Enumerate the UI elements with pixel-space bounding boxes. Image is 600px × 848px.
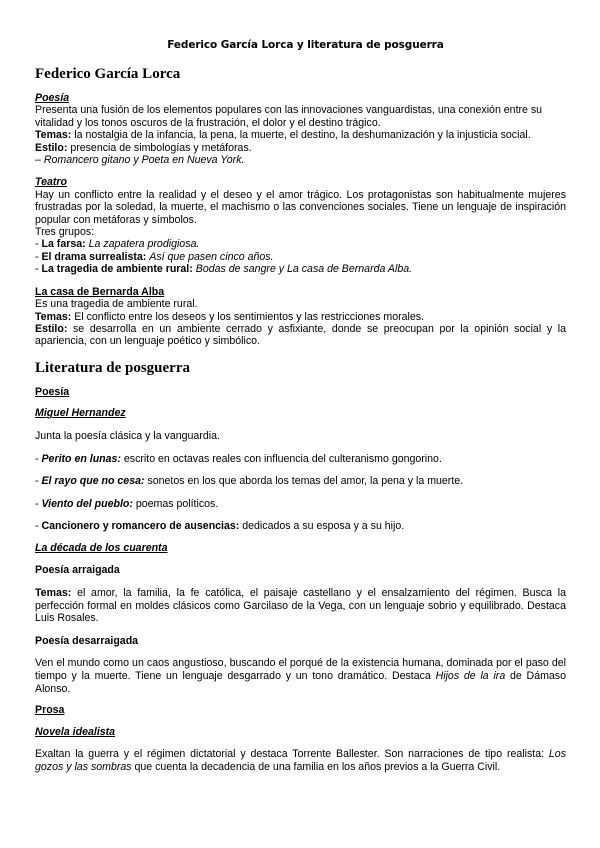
- document-page: [35, 38, 566, 774]
- heading-poesia-arraigada: Poesía arraigada: [35, 564, 120, 577]
- miguel-item: - Viento del pueblo: poemas políticos.: [35, 497, 219, 510]
- subheading-decada-cuarenta: La década de los cuarenta: [35, 541, 168, 554]
- miguel-item-text: dedicados a su esposa y a su hijo.: [239, 520, 405, 533]
- obra-title: Los gozos y las sombras: [35, 748, 566, 773]
- teatro-item: - La tragedia de ambiente rural: Bodas de sangre y La casa de Bernarda Alba.: [35, 263, 413, 276]
- section-heading-lorca: Federico García Lorca: [35, 66, 181, 82]
- section-heading-posguerra: Literatura de posguerra: [35, 359, 190, 376]
- temas-label: Temas:: [35, 310, 72, 323]
- temas-label: Temas:: [35, 129, 72, 142]
- miguel-item-label: Perito en lunas:: [41, 452, 121, 465]
- subheading-poesia-posguerra: Poesía: [35, 385, 70, 398]
- subheading-novela-idealista: Novela idealista: [35, 725, 116, 738]
- subheading-bernarda: La casa de Bernarda Alba: [35, 285, 165, 298]
- teatro-item-text: Así que pasen cinco años.: [149, 250, 274, 263]
- arraigada-text: Temas: el amor, la familia, la fe católica, el paisaje castellano y el ensalzamiento del régimen. Busca la perfección formal en moldes clásicos como Garcilaso de la Vega, con un lenguaje sobrio y equilibrado. Destaca Luis Rosales.: [35, 587, 566, 625]
- heading-poesia-desarraigada: Poesía desarraigada: [35, 634, 139, 647]
- estilo-label: Estilo:: [35, 141, 68, 154]
- estilo-text: se desarrolla en un ambiente cerrado y asfixiante, donde se preocupan por la opinión social y la apariencia, con un lenguaje poético y simbólico.: [35, 322, 566, 348]
- bernarda-temas: [35, 311, 566, 323]
- estilo-label: Estilo:: [35, 322, 68, 335]
- teatro-intro: Hay un conflicto entre la realidad y el deseo y el amor trágico. Los protagonistas son habitualmente mujeres frustradas por la soledad, la muerte, el machismo o las convenciones sociales. Tiene un lenguaje de inspiración popular con metáforas y símbolos.: [35, 188, 566, 226]
- novela-text: Exaltan la guerra y el régimen dictatorial y destaca Torrente Ballester. Son narraciones de tipo realista: Los gozos y las sombras que cuenta la decadencia de una familia en los años previos a la Guerra Civil.: [35, 748, 566, 773]
- miguel-item-label: Viento del pueblo:: [41, 497, 133, 510]
- poesia-intro: Presenta una fusión de los elementos populares con las innovaciones vanguardistas, una conexión entre su vitalidad y los tonos oscuros de la frustración, el dolor y el destino trágico.: [35, 104, 543, 129]
- estilo-text: presencia de simbologías y metáforas.: [67, 141, 252, 154]
- desarraigada-text: Ven el mundo como un caos angustioso, buscando el porqué de la existencia humana, dominada por el paso del tiempo y la muerte. Tiene un lenguaje desgarrado y un tono dramático. Destaca Hijos de la ira de Dámaso Alonso.: [35, 657, 566, 695]
- temas-text: El conflicto entre los deseos y los sentimientos y las restricciones morales.: [71, 310, 424, 323]
- temas-label: Temas:: [35, 587, 72, 600]
- poesia-temas: [35, 129, 566, 141]
- subheading-poesia: Poesía: [35, 92, 70, 104]
- teatro-item-text: Bodas de sangre y La casa de Bernarda Alba.: [195, 263, 413, 276]
- teatro-grupos: Tres grupos:: [35, 226, 95, 239]
- document-title: Federico García Lorca y literatura de posguerra: [167, 39, 444, 51]
- miguel-item: - El rayo que no cesa: sonetos en los que aborda los temas del amor, la pena y la muerte.: [35, 475, 464, 488]
- miguel-item-text: sonetos en los que aborda los temas del amor, la pena y la muerte.: [144, 475, 464, 488]
- subheading-prosa: Prosa: [35, 704, 65, 717]
- bernarda-line1: Es una tragedia de ambiente rural.: [35, 298, 198, 311]
- miguel-item-text: poemas políticos.: [132, 497, 219, 510]
- poesia-obras: – Romancero gitano y Poeta en Nueva York.: [35, 154, 245, 167]
- miguel-intro: Junta la poesía clásica y la vanguardia.: [35, 429, 220, 442]
- teatro-item-text: La zapatera prodigiosa.: [88, 238, 200, 251]
- teatro-item: - El drama surrealista: Así que pasen cinco años.: [35, 250, 274, 263]
- miguel-item: - Cancionero y romancero de ausencias: dedicados a su esposa y a su hijo.: [35, 520, 405, 533]
- poesia-estilo: [35, 142, 566, 154]
- teatro-item-label: La tragedia de ambiente rural:: [41, 263, 193, 276]
- temas-text: la nostalgia de la infancia, la pena, la muerte, el destino, la deshumanización y la injusticia social.: [71, 129, 531, 142]
- teatro-item-label: La farsa:: [41, 238, 86, 251]
- bernarda-estilo: [35, 323, 566, 348]
- teatro-item: - La farsa: La zapatera prodigiosa.: [35, 238, 200, 251]
- miguel-item-label: Cancionero y romancero de ausencias:: [41, 520, 240, 533]
- subheading-teatro: Teatro: [35, 176, 67, 189]
- miguel-item: - Perito en lunas: escrito en octavas reales con influencia del culteranismo gongorino.: [35, 452, 442, 465]
- subheading-miguel-hernandez: Miguel Hernandez: [35, 407, 126, 420]
- miguel-item-text: escrito en octavas reales con influencia del culteranismo gongorino.: [120, 452, 442, 465]
- teatro-item-label: El drama surrealista:: [41, 250, 147, 263]
- obra-title: Hijos de la ira: [435, 670, 506, 683]
- miguel-item-label: El rayo que no cesa:: [41, 475, 145, 488]
